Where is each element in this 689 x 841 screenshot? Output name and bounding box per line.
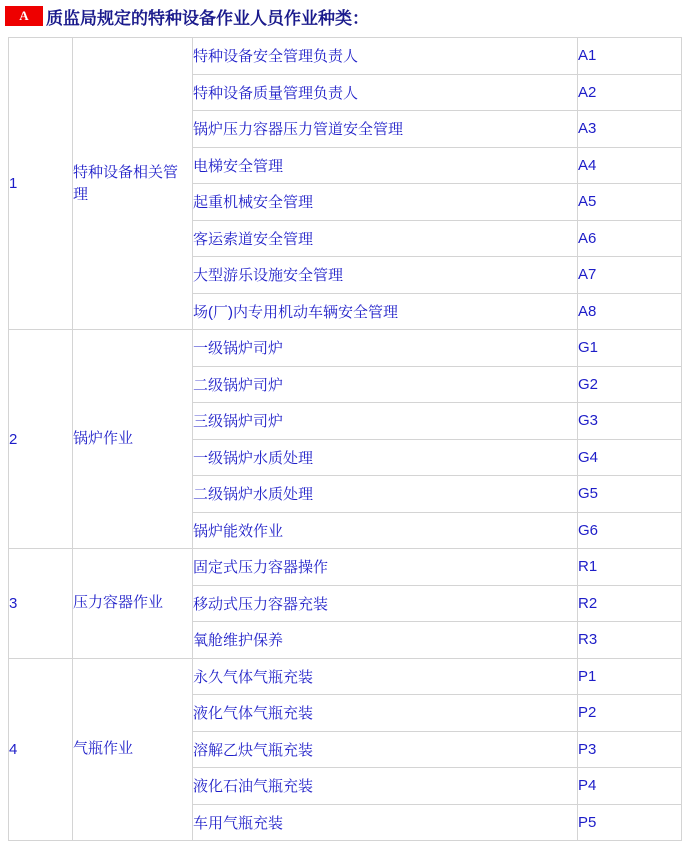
section-category-cell: 特种设备相关管理 bbox=[73, 38, 193, 330]
item-code-cell: P1 bbox=[578, 658, 682, 695]
item-name-cell: 二级锅炉水质处理 bbox=[193, 476, 578, 513]
item-name-cell: 锅炉压力容器压力管道安全管理 bbox=[193, 111, 578, 148]
item-code-cell: G1 bbox=[578, 330, 682, 367]
page-title: 质监局规定的特种设备作业人员作业种类： bbox=[46, 8, 369, 28]
section-number-cell: 4 bbox=[9, 658, 73, 841]
item-code-cell: P5 bbox=[578, 804, 682, 841]
item-name-cell: 溶解乙炔气瓶充装 bbox=[193, 731, 578, 768]
item-name-cell: 电梯安全管理 bbox=[193, 147, 578, 184]
item-code-cell: A7 bbox=[578, 257, 682, 294]
item-code-cell: P4 bbox=[578, 768, 682, 805]
item-code-cell: A1 bbox=[578, 38, 682, 75]
item-code-cell: G2 bbox=[578, 366, 682, 403]
categories-table-body bbox=[9, 38, 682, 841]
item-name-cell: 液化石油气瓶充装 bbox=[193, 768, 578, 805]
item-code-cell: P3 bbox=[578, 731, 682, 768]
item-code-cell: G3 bbox=[578, 403, 682, 440]
item-code-cell: A2 bbox=[578, 74, 682, 111]
item-name-cell: 氧舱维护保养 bbox=[193, 622, 578, 659]
section-number-cell: 1 bbox=[9, 38, 73, 330]
item-code-cell: A4 bbox=[578, 147, 682, 184]
item-name-cell: 固定式压力容器操作 bbox=[193, 549, 578, 586]
table-row bbox=[9, 38, 682, 75]
section-category-cell: 锅炉作业 bbox=[73, 330, 193, 549]
section-number-cell: 2 bbox=[9, 330, 73, 549]
item-name-cell: 永久气体气瓶充装 bbox=[193, 658, 578, 695]
table-row bbox=[9, 658, 682, 695]
item-name-cell: 特种设备质量管理负责人 bbox=[193, 74, 578, 111]
item-name-cell: 三级锅炉司炉 bbox=[193, 403, 578, 440]
section-marker-badge: A bbox=[5, 6, 43, 26]
item-code-cell: G4 bbox=[578, 439, 682, 476]
item-name-cell: 场(厂)内专用机动车辆安全管理 bbox=[193, 293, 578, 330]
item-name-cell: 液化气体气瓶充装 bbox=[193, 695, 578, 732]
item-name-cell: 一级锅炉水质处理 bbox=[193, 439, 578, 476]
item-name-cell: 车用气瓶充装 bbox=[193, 804, 578, 841]
item-name-cell: 客运索道安全管理 bbox=[193, 220, 578, 257]
item-code-cell: A3 bbox=[578, 111, 682, 148]
item-code-cell: P2 bbox=[578, 695, 682, 732]
section-category-cell: 气瓶作业 bbox=[73, 658, 193, 841]
item-code-cell: A8 bbox=[578, 293, 682, 330]
item-name-cell: 起重机械安全管理 bbox=[193, 184, 578, 221]
item-name-cell: 移动式压力容器充装 bbox=[193, 585, 578, 622]
section-category-cell: 压力容器作业 bbox=[73, 549, 193, 659]
item-code-cell: G5 bbox=[578, 476, 682, 513]
item-code-cell: R1 bbox=[578, 549, 682, 586]
item-code-cell: A5 bbox=[578, 184, 682, 221]
table-row bbox=[9, 330, 682, 367]
item-name-cell: 特种设备安全管理负责人 bbox=[193, 38, 578, 75]
page-header bbox=[5, 5, 689, 27]
item-name-cell: 一级锅炉司炉 bbox=[193, 330, 578, 367]
section-number-cell: 3 bbox=[9, 549, 73, 659]
item-code-cell: A6 bbox=[578, 220, 682, 257]
item-code-cell: R2 bbox=[578, 585, 682, 622]
item-code-cell: G6 bbox=[578, 512, 682, 549]
item-name-cell: 锅炉能效作业 bbox=[193, 512, 578, 549]
item-name-cell: 二级锅炉司炉 bbox=[193, 366, 578, 403]
table-row bbox=[9, 549, 682, 586]
categories-table bbox=[8, 37, 682, 841]
item-name-cell: 大型游乐设施安全管理 bbox=[193, 257, 578, 294]
item-code-cell: R3 bbox=[578, 622, 682, 659]
